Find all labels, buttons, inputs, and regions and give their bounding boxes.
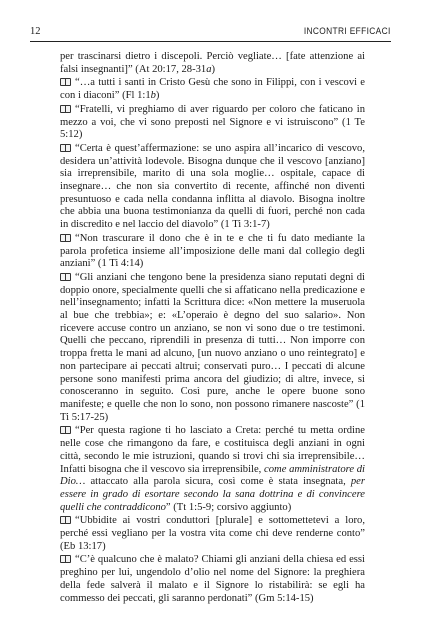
open-book-icon (60, 555, 71, 562)
scripture-paragraph (60, 425, 365, 514)
page-number: 12 (30, 26, 41, 37)
paragraph-text: “…a tutti i santi in Cristo Gesù che sono in Filippi, con i vescovi e con i diaconi” (Fl 1:1 (60, 77, 365, 102)
paragraph-text: “Certa è quest’affermazione: se uno aspira all’incarico di vescovo, desidera un’attività lodevole. Bisogna dunque che il vescovo [anziano] sia irreprensibile, marito di una sola moglie… ospitale, capace di insegnare… che non sia convertito di recente, affinché non diventi presuntuoso e cada nella condanna inflitta al diavolo. Bisogna inoltre che abbia una buona testimonianza da quelli di fuori, perché non cada in discredito e nel laccio del diavolo” (1 Ti 3:1-7) (60, 142, 365, 231)
open-book-icon (60, 234, 71, 241)
italic-text: b (150, 90, 156, 102)
open-book-icon (60, 144, 71, 151)
paragraph-text: “Per questa ragione ti ho lasciato a Creta: perché tu metta ordine nelle cose che rimangono da fare, e costituisca degli anziani in ogni città, secondo le mie istruzioni, quando si trovi chi sia irreprensibile… Infatti bisogna che il vescovo sia irreprensibile, (60, 425, 365, 475)
scripture-paragraph (60, 143, 365, 232)
scripture-paragraph (60, 515, 365, 553)
page-header (30, 25, 391, 42)
scripture-paragraph (60, 51, 365, 76)
scripture-paragraph (60, 272, 365, 424)
italic-text: come amministratore di Dio… (60, 463, 366, 488)
scripture-paragraph (60, 77, 365, 102)
paragraph-text: “Fratelli, vi preghiamo di aver riguardo per coloro che faticano in mezzo a voi, che vi sono preposti nel Signore e vi istruiscono” (1 Te 5:12) (60, 103, 365, 141)
open-book-icon (60, 516, 71, 523)
open-book-icon (60, 78, 71, 85)
open-book-icon (60, 273, 71, 280)
paragraph-text: “Gli anziani che tengono bene la presidenza siano reputati degni di doppio onore, specialmente quelli che si affaticano nella predicazione e nell’insegnamento; infatti la Scrittura dice: «Non mettere la museruola al bue che trebbia»; e: «L’operaio è degno del suo salario». Non ricevere accuse contro un anziano, se non vi sono due o tre testimoni. Quelli che peccano, riprendili in presenza di tutti… Non imporre con troppa fretta le mani ad alcuno, [un nuovo anziano o uno reintegrato] e non partecipare ai peccati altrui; conservati puro… I peccati di alcune persone sono manifesti prima ancora del giudizio; di altre, invece, si conosceranno in seguito. Così pure, anche le opere buone sono manifeste; e quelle che non lo sono, non possono rimanere nascoste” (1 Ti 5:17-25) (60, 271, 365, 423)
scripture-paragraph (60, 554, 365, 605)
open-book-icon (60, 105, 71, 112)
paragraph-text: ” (Tt 1:5-9; corsivo aggiunto) (165, 501, 292, 513)
paragraph-text: “Non trascurare il dono che è in te e che ti fu dato mediante la parola profetica insieme all’imposizione delle mani dal collegio degli anziani” (1 Ti 4:14) (60, 232, 365, 270)
paragraph-text: ) (155, 90, 160, 102)
italic-text: per essere in grado di esortare secondo la sana dottrina e di convincere quelli che contraddicono (60, 476, 365, 513)
paragraph-text: “Ubbidite ai vostri conduttori [plurale] e sottomettetevi a loro, perché essi vegliano per la vostra vita come chi deve renderne conto” (Eb 13:17) (60, 515, 365, 552)
running-title: INCONTRI EFFICACI (304, 26, 391, 37)
open-book-icon (60, 426, 71, 433)
paragraph-text: per trascinarsi dietro i discepoli. Perciò vegliate… [fate attenzione ai falsi insegnanti]” (At 20:17, 28-31 (60, 51, 365, 75)
paragraph-text: ) (211, 63, 216, 75)
paragraph-text: attaccato alla parola sicura, così come è stata insegnata, (85, 476, 351, 488)
page-body (60, 51, 365, 606)
scripture-paragraph (60, 233, 365, 271)
italic-text: a (206, 63, 212, 75)
paragraph-text: “C’è qualcuno che è malato? Chiami gli anziani della chiesa ed essi preghino per lui, ungendolo d’olio nel nome del Signore: la preghiera della fede salverà il malato e il Signore lo ristabilirà: se egli ha commesso dei peccati, gli saranno perdonati” (Gm 5:14-15) (60, 554, 365, 604)
scripture-paragraph (60, 104, 365, 142)
